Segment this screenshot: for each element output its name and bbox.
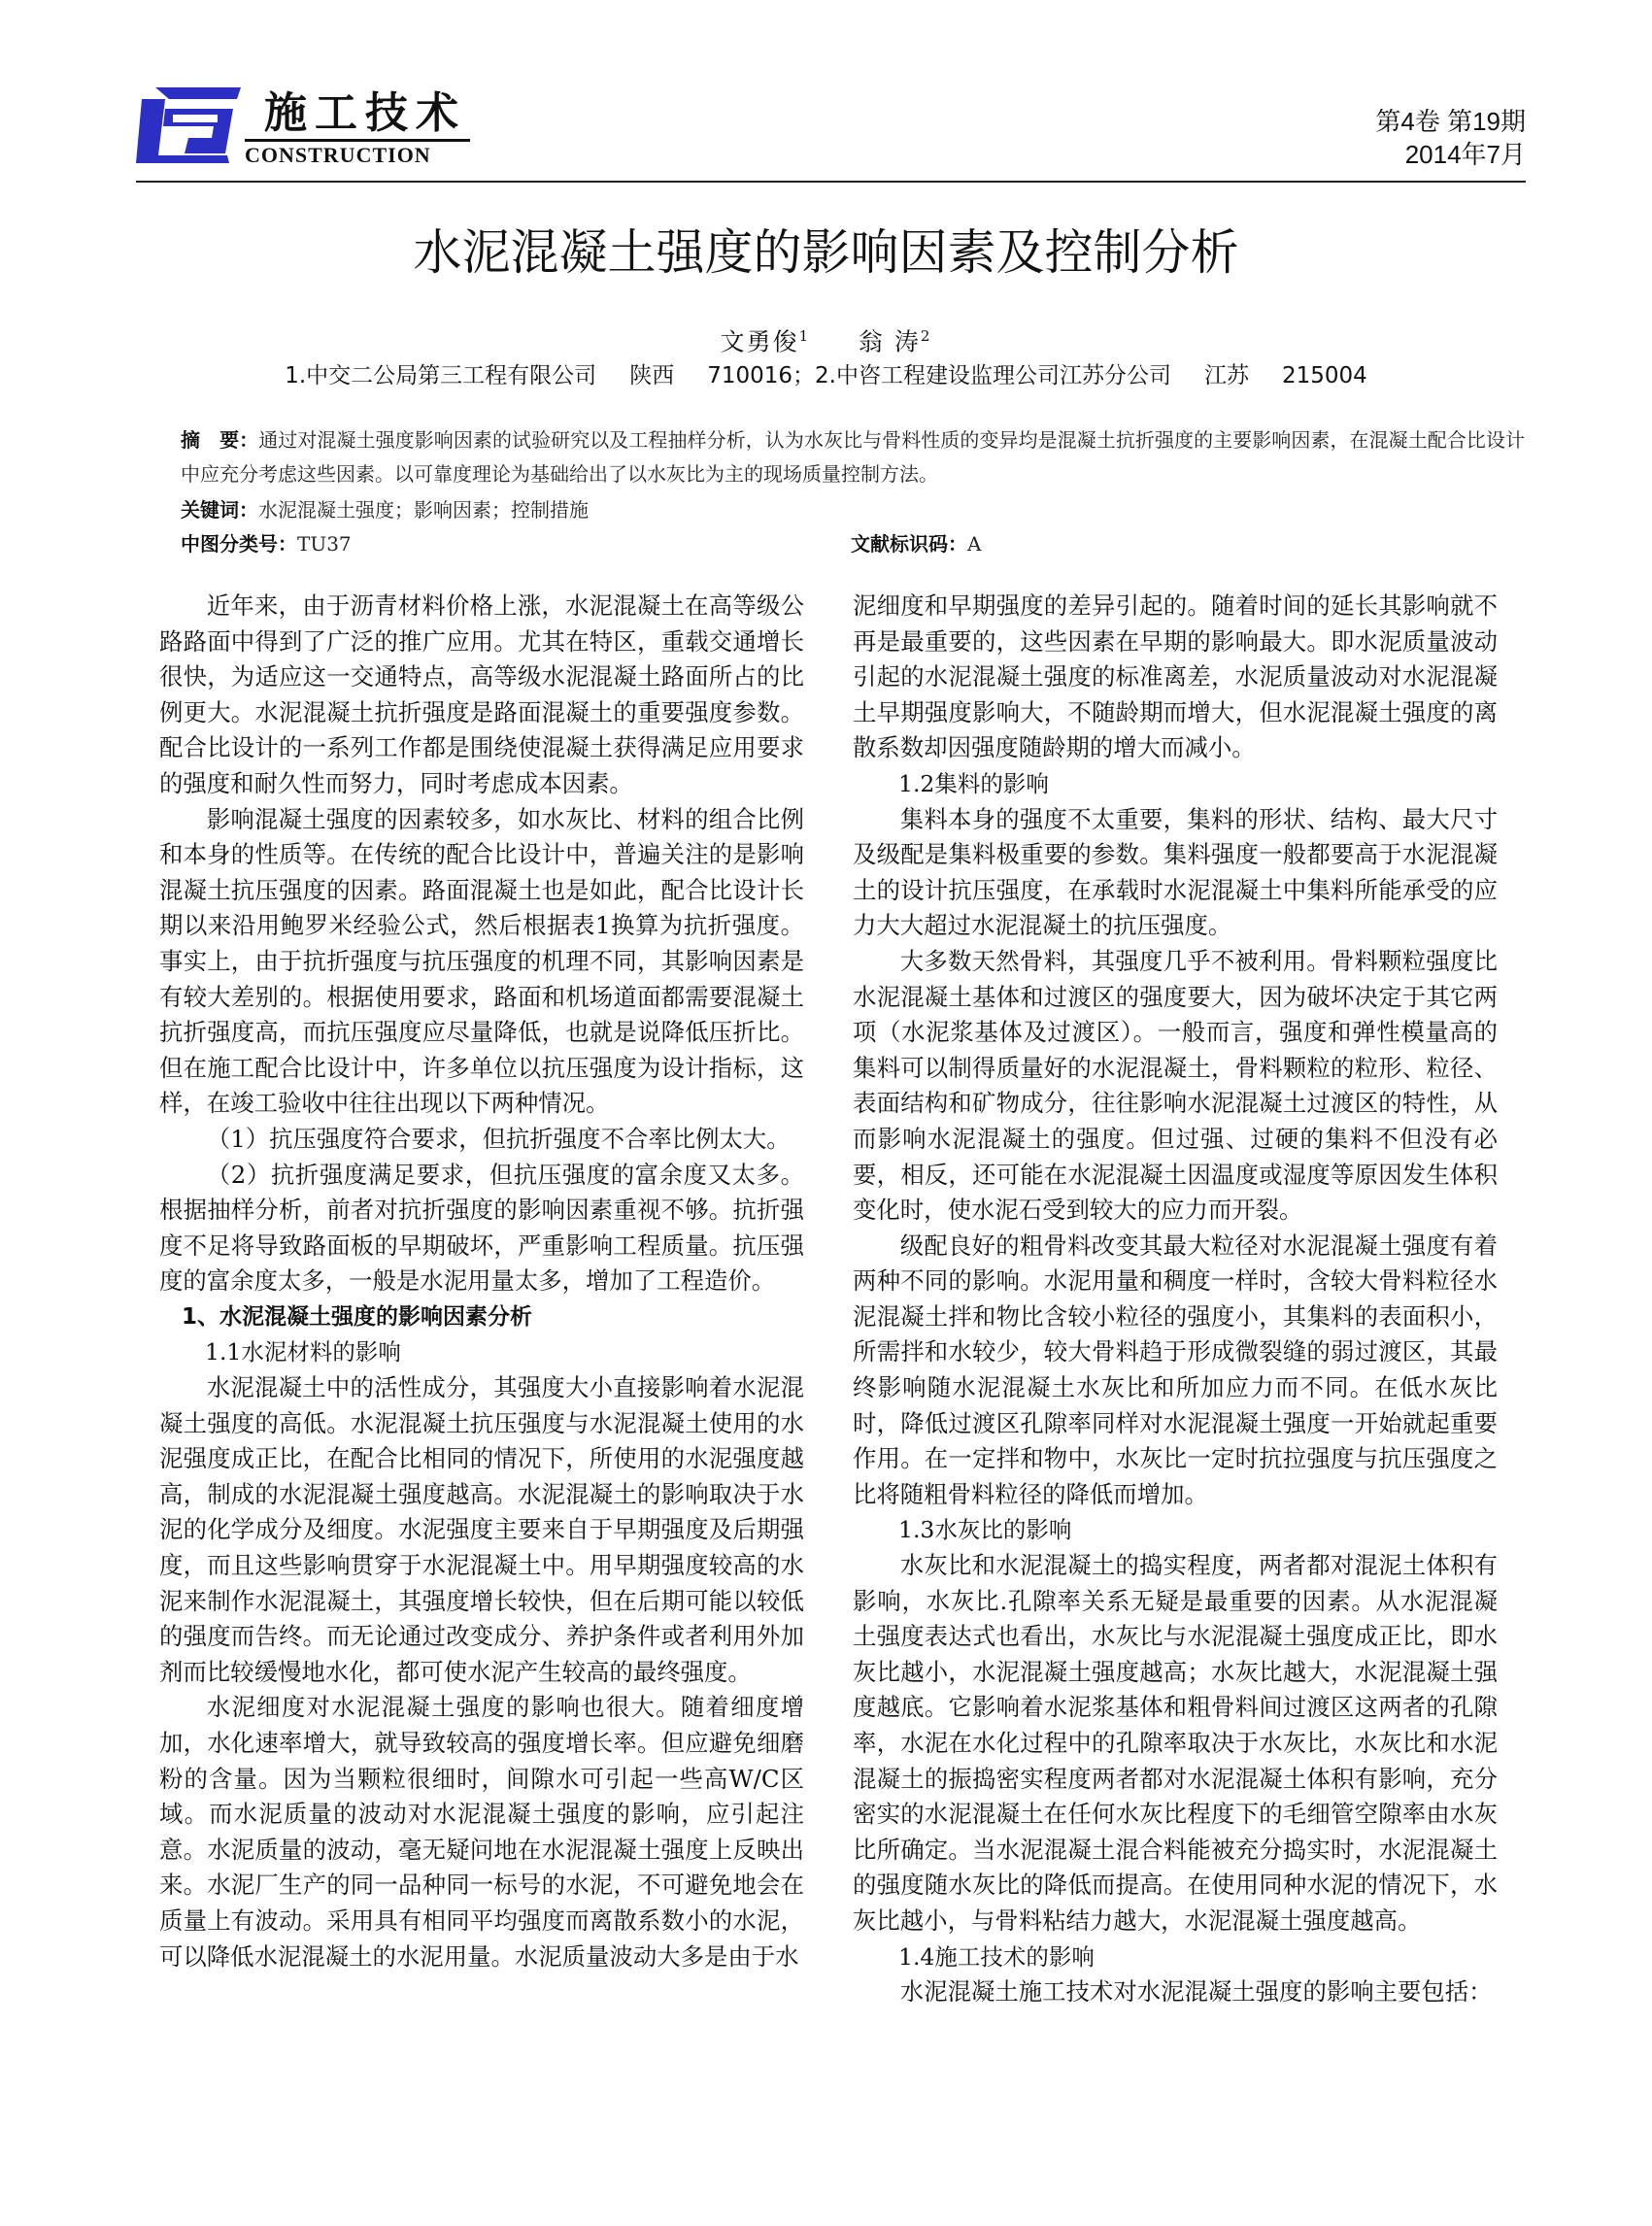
clc-label: 中图分类号： [181,532,297,556]
paragraph: 水灰比和水泥混凝土的捣实程度，两者都对混泥土体积有影响，水灰比.孔隙率关系无疑是最重要的因素。从水泥混凝土强度表达式也看出，水灰比与水泥混凝土强度成正比，即水灰比越小，水泥混凝土强度越高；水灰比越大，水泥混凝土强度越底。它影响着水泥浆基体和粗骨料间过渡区这两者的孔隙率，水泥在水化过程中的孔隙率取决于水灰比，水灰比和水泥混凝土的振捣密实程度两者都对水泥混凝土体积有影响，充分密实的水泥混凝土在任何水灰比程度下的毛细管空隙率由水灰比所确定。当水泥混凝土混合料能被充分捣实时，水泥混凝土的强度随水灰比的降低而提高。在使用同种水泥的情况下，水灰比越小，与骨料粘结力越大，水泥混凝土强度越高。 [853,1551,1498,1935]
affiliation-2: 2.中咨工程建设监理公司江苏分公司 [815,363,1171,388]
doc-code-value: A [967,532,982,556]
abstract [181,423,1525,491]
affiliations [0,359,1652,392]
paragraph: 大多数天然骨料，其强度几乎不被利用。骨料颗粒强度比水泥混凝土基体和过渡区的强度要大，因为破坏决定于其它两项（水泥浆基体及过渡区）。一般而言，强度和弹性模量高的集料可以制得质量好的水泥混凝土，骨料颗粒的粒形、粒径、表面结构和矿物成分，往往影响水泥混凝土过渡区的特性，从而影响水泥混凝土的强度。但过强、过硬的集料不但没有必要，相反，还可能在水泥混凝土因温度或湿度等原因发生体积变化时，使水泥石受到较大的应力而开裂。 [853,946,1498,1225]
paragraph: （1）抗压强度符合要求，但抗折强度不合率比例太大。 [206,1124,791,1153]
author-affil-mark: 2 [920,327,932,345]
paragraph: 水泥细度对水泥混凝土强度的影响也很大。随着细度增加，水化速率增大，就导致较高的强度增长率。但应避免细磨粉的含量。因为当颗粒很细时，间隙水可引起一些高W/C区域。而水泥质量的波动对水泥混凝土强度的影响，应引起注意。水泥质量的波动，毫无疑问地在水泥混凝土强度上反映出来。水泥厂生产的同一品种同一标号的水泥，不可避免地会在质量上有波动。采用具有相同平均强度而离散系数小的水泥，可以降低水泥混凝土的水泥用量。水泥质量波动大多是由于水 [159,1693,804,1971]
subsection-heading: 1.2集料的影响 [898,769,1049,797]
author-name: 文勇俊 [720,327,799,356]
keywords-text: 水泥混凝土强度；影响因素；控制措施 [258,498,589,522]
paragraph: 水泥混凝土中的活性成分，其强度大小直接影响着水泥混凝土强度的高低。水泥混凝土抗压强度与水泥混凝土使用的水泥强度成正比，在配合比相同的情况下，所使用的水泥强度越高，制成的水泥混凝土强度越高。水泥混凝土的影响取决于水泥的化学成分及细度。水泥强度主要来自于早期强度及后期强度，而且这些影响贯穿于水泥混凝土中。用早期强度较高的水泥来制作水泥混凝土，其强度增长较快，但在后期可能以较低的强度而告终。而无论通过改变成分、养护条件或者利用外加剂而比较缓慢地水化，都可使水泥产生较高的最终强度。 [159,1373,804,1686]
author-affil-mark: 1 [798,327,811,345]
keywords-label: 关键词： [181,498,258,522]
issue-info [1375,105,1526,171]
paragraph: 级配良好的粗骨料改变其最大粒径对水泥混凝土强度有着两种不同的影响。水泥用量和稠度一样时，含较大骨料粒径水泥混凝土拌和物比含较小粒径的强度小，其集料的表面积小，所需拌和水较少，较大骨料趋于形成微裂缝的弱过渡区，其最终影响随水泥混凝土水灰比和所加应力而不同。在低水灰比时，降低过渡区孔隙率同样对水泥混凝土强度一开始就起重要作用。在一定拌和物中，水灰比一定时抗拉强度与抗压强度之比将随粗骨料粒径的降低而增加。 [853,1231,1498,1508]
section-heading: 1、水泥混凝土强度的影响因素分析 [182,1303,533,1330]
paragraph: 集料本身的强度不太重要，集料的形状、结构、最大尺寸及级配是集料极重要的参数。集料强度一般都要高于水泥混凝土的设计抗压强度，在承载时水泥混凝土中集料所能承受的应力大大超过水泥混凝土的抗压强度。 [853,804,1498,940]
header-rule [136,181,1526,183]
affiliation-1-place: 陕西 [629,363,675,388]
volume-issue: 第4卷 第19期 [1375,107,1526,136]
paragraph: 影响混凝土强度的因素较多，如水灰比、材料的组合比例和本身的性质等。在传统的配合比设计中，普遍关注的是影响混凝土抗压强度的因素。路面混凝土也是如此，配合比设计长期以来沿用鲍罗米经验公式，然后根据表1换算为抗折强度。事实上，由于抗折强度与抗压强度的机理不同，其影响因素是有较大差别的。根据使用要求，路面和机场道面都需要混凝土抗折强度高，而抗压强度应尽量降低，也就是说降低压折比。但在施工配合比设计中，许多单位以抗压强度为设计指标，这样，在竣工验收中往往出现以下两种情况。 [159,804,804,1118]
subsection-heading: 1.1水泥材料的影响 [205,1338,401,1366]
affiliation-1: 1.中交二公局第三工程有限公司 [285,363,597,388]
body-column-right [853,589,1498,2181]
article-title: 水泥混凝土强度的影响因素及控制分析 [413,224,1239,281]
journal-name-cn: 施工技术 [264,88,466,138]
author-name: 翁 涛 [858,327,921,356]
subsection-heading: 1.3水灰比的影响 [898,1516,1072,1544]
paragraph: 水泥混凝土施工技术对水泥混凝土强度的影响主要包括： [899,1977,1493,2007]
clc-value: TU37 [297,532,352,556]
body-column-left [159,589,804,2181]
journal-name-en: CONSTRUCTION [245,139,470,169]
abstract-label: 摘 要： [181,428,259,452]
keywords [181,493,589,526]
clc-number [181,527,352,560]
author-list [0,320,1652,358]
doc-code-label: 文献标识码： [851,532,967,556]
affiliation-2-code: 215004 [1281,363,1367,388]
subsection-heading: 1.4施工技术的影响 [898,1942,1095,1971]
paragraph: （2）抗折强度满足要求，但抗压强度的富余度又太多。根据抽样分析，前者对抗折强度的影响因素重视不够。抗折强度不足将导致路面板的早期破坏，严重影响工程质量。抗压强度的富余度太多，一般是水泥用量太多，增加了工程造价。 [159,1160,804,1296]
issue-date: 2014年7月 [1404,140,1526,169]
paragraph: 近年来，由于沥青材料价格上涨，水泥混凝土在高等级公路路面中得到了广泛的推广应用。尤其在特区，重载交通增长很快，为适应这一交通特点，高等级水泥混凝土路面所占的比例更大。水泥混凝土抗折强度是路面混凝土的重要强度参数。配合比设计的一系列工作都是围绕使混凝土获得满足应用要求的强度和耐久性而努力，同时考虑成本因素。 [159,591,804,797]
affiliation-1-code: 710016； [707,363,815,388]
affiliation-2-place: 江苏 [1203,363,1249,388]
paragraph: 泥细度和早期强度的差异引起的。随着时间的延长其影响就不再是最重要的，这些因素在早期的影响最大。即水泥质量波动引起的水泥混凝土强度的标准离差，水泥质量波动对水泥混凝土早期强度影响大，不随龄期而增大，但水泥混凝土强度的离散系数却因强度随龄期的增大而减小。 [853,591,1498,762]
document-code [851,527,981,560]
journal-logo-icon [136,85,243,165]
abstract-text: 通过对混凝土强度影响因素的试验研究以及工程抽样分析，认为水灰比与骨料性质的变异均是混凝土抗折强度的主要影响因素，在混凝土配合比设计中应充分考虑这些因素。以可靠度理论为基础给出了以水灰比为主的现场质量控制方法。 [181,428,1526,486]
